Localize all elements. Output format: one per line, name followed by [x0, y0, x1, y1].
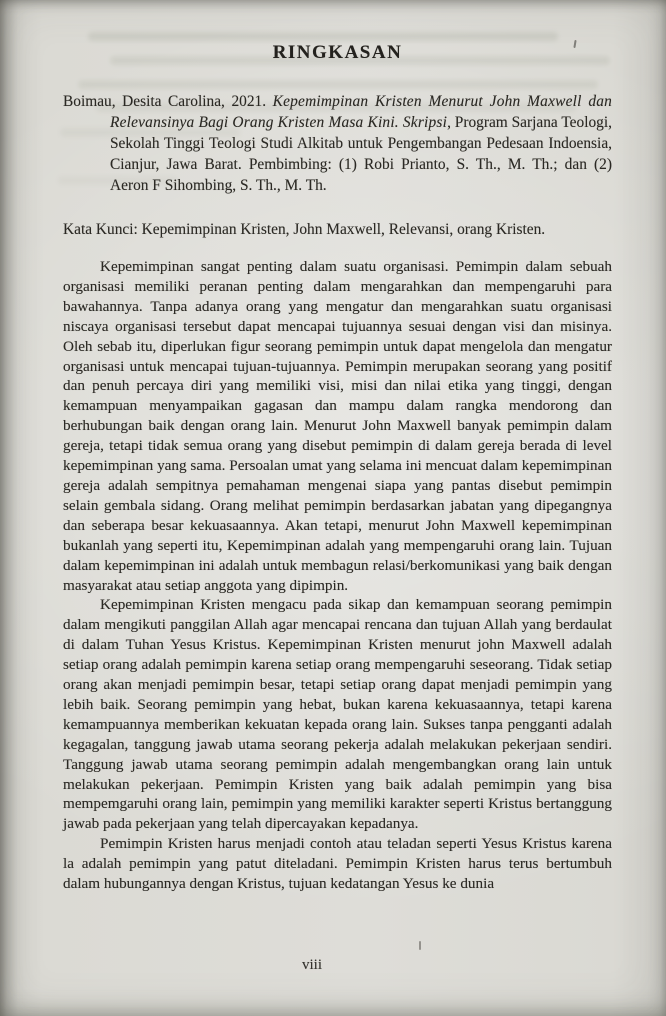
- summary-paragraph-1: Kepemimpinan sangat penting dalam suatu organisasi. Pemimpin dalam sebuah organisasi memiliki peranan penting dalam mengarahkan dan mempengaruhi para bawahannya. Tanpa adanya orang yang mengatur dan mengarahkan suatu organisasi niscaya organisasi tersebut dapat mencapai tujuannya sesuai dengan visi dan misinya. Oleh sebab itu, diperlukan figur seorang pemimpin untuk dapat mengelola dan mengatur organisasi untuk mencapai tujuan-tujuannya. Pemimpin merupakan seorang yang positif dan penuh percaya diri yang memiliki visi, misi dan nilai etika yang tinggi, dengan kemampuan menyampaikan gagasan dan mampu dalam rangka mendorong dan berhubungan baik dengan orang lain. Menurut John Maxwell banyak pemimpin dalam gereja, tetapi tidak semua orang yang disebut pemimpin di dalam gereja berada di level kepemimpinan yang sama. Persoalan umat yang selama ini mencuat dalam kepemimpinan gereja adalah sempitnya pemahaman mengenai siapa yang pantas disebut pemimpin selain gembala sidang. Orang melihat pemimpin berdasarkan jabatan yang dipegangnya dan seberapa besar kekuasaannya. Akan tetapi, menurut John Maxwell kepemimpinan bukanlah yang seperti itu, Kepemimpinan adalah yang mempengaruhi orang lain. Tujuan dalam kepemimpinan ini adalah untuk membagun relasi/berkomunikasi yang baik dengan masyarakat atau setiap anggota yang dipimpin.: [63, 258, 612, 594]
- text-block: [63, 0, 612, 894]
- page-number: viii: [301, 957, 322, 973]
- thesis-citation: [63, 91, 612, 196]
- citation-author-year: Boimau, Desita Carolina, 2021.: [63, 93, 273, 110]
- keywords-line: Kata Kunci: Kepemimpinan Kristen, John Maxwell, Relevansi, orang Kristen.: [63, 221, 546, 238]
- citation-thesis-title: Kepemimpinan Kristen Menurut John Maxwell dan Relevansinya Bagi Orang Kristen Masa Kini. Skripsi: [110, 93, 613, 131]
- scan-artifact-mark: [419, 941, 421, 950]
- citation-details: , Program Sarjana Teologi, Sekolah Tinggi Teologi Studi Alkitab untuk Pengembangan Pedesaan Indoensia, Cianjur, Jawa Barat. Pembimbing: (1) Robi Prianto, S. Th., M. Th.; dan (2) Aeron F Sihombing, S. Th., M. Th.: [110, 114, 612, 194]
- summary-paragraph-2: Kepemimpinan Kristen mengacu pada sikap dan kemampuan seorang pemimpin dalam mengikuti panggilan Allah agar mencapai rencana dan tujuan Allah yang berdaulat di dalam Tuhan Yesus Kristus. Kepemimpinan Kristen menurut john Maxwell adalah setiap orang adalah pemimpin karena setiap orang mempengaruhi seseorang. Tidak setiap orang akan menjadi pemimpin besar, tetapi setiap orang dapat menjadi pemimpin yang lebih baik. Seorang pemimpin yang hebat, bukan karena kekuasaannya, tetapi karena kemampuannya memberikan kekuatan kepada orang lain. Sukses tanpa pengganti adalah kegagalan, tanggung jawab utama seorang pekerja adalah melakukan pekerjaan sendiri. Tanggung jawab utama seorang pemimpin adalah mengembangkan orang lain untuk melakukan pekerjaan. Pemimpin Kristen yang baik adalah pemimpin yang bisa mempemgaruhi orang lain, pemimpin yang memiliki karakter seperti Kristus bertanggung jawab pada pekerjaan yang telah dipercayakan kepadanya.: [63, 596, 612, 833]
- summary-paragraph-3: Pemimpin Kristen harus menjadi contoh atau teladan seperti Yesus Kristus karena la adalah pemimpin yang patut diteladani. Pemimpin Kristen harus terus bertumbuh dalam hubungannya dengan Kristus, tujuan kedatangan Yesus ke dunia: [63, 835, 612, 893]
- page-title: RINGKASAN: [272, 42, 403, 63]
